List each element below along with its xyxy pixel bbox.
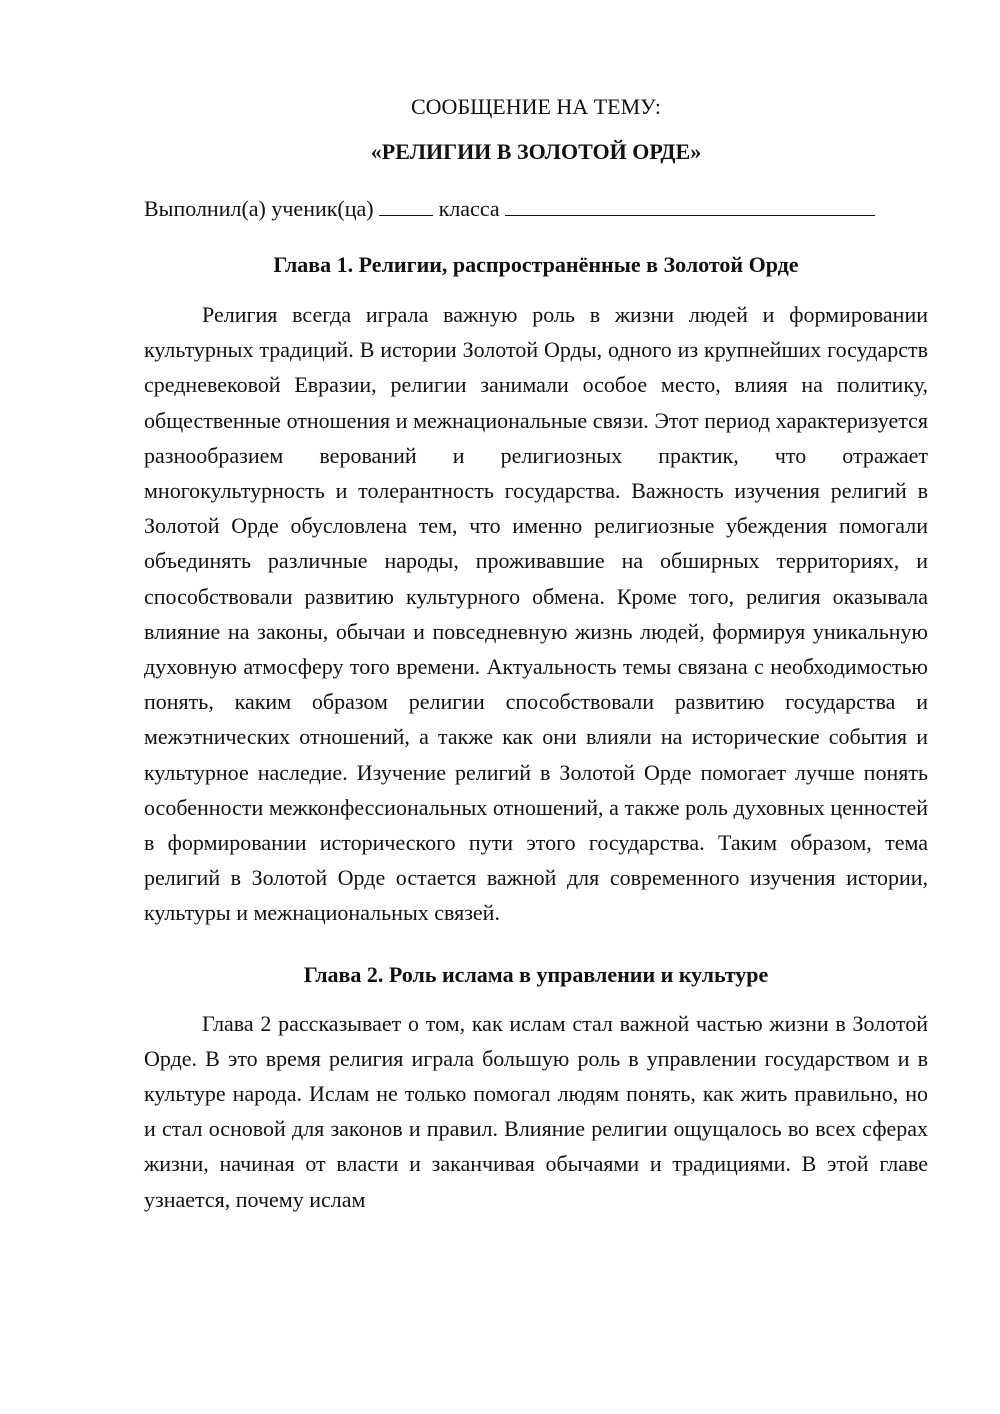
chapter-2-paragraph: Глава 2 рассказывает о том, как ислам стал важной частью жизни в Золотой Орде. В это время религия играла большую роль в управлении государством и в культуре народа. Ислам не только помогал людям понять, как жить правильно, но и стал основой для законов и правил. Влияние религии ощущалось во всех сферах жизни, начиная от власти и заканчивая обычаями и традициями. В этой главе узнается, почему ислам xyxy=(144,1010,928,1212)
performer-line xyxy=(144,196,928,222)
chapter-1-heading: Глава 1. Религии, распространённые в Золотой Орде xyxy=(273,252,799,277)
document-page xyxy=(144,88,928,1217)
document-title-line-1: СООБЩЕНИЕ НА ТЕМУ: xyxy=(411,94,661,119)
chapter-2-heading: Глава 2. Роль ислама в управлении и культуре xyxy=(303,961,769,987)
grade-blank-field xyxy=(379,197,433,216)
class-blank-field xyxy=(505,197,875,216)
class-label: класса xyxy=(438,196,500,221)
chapter-1-paragraph: Религия всегда играла важную роль в жизни людей и формировании культурных традиций. В истории Золотой Орды, одного из крупнейших государств средневековой Евразии, религии занимали особое место, влияя на политику, общественные отношения и межнациональные связи. Этот период характеризуется разнообразием верований и религиозных практик, что отражает многокультурность и толерантность государства. Важность изучения религий в Золотой Орде обусловлена тем, что именно религиозные убеждения помогали объединять различные народы, проживавшие на обширных территориях, и способствовали развитию культурного обмена. Кроме того, религия оказывала влияние на законы, обычаи и повседневную жизнь людей, формируя уникальную духовную атмосферу того времени. Актуальность темы связана с необходимостью понять, каким образом религии способствовали развитию государства и межэтнических отношений, а также как они влияли на исторические события и культурное наследие. Изучение религий в Золотой Орде помогает лучше понять особенности межконфессиональных отношений, а также роль духовных ценностей в формировании исторического пути этого государства. Таким образом, тема религий в Золотой Орде остается важной для современного изучения истории, культуры и межнациональных связей. xyxy=(144,302,928,926)
document-title-topic: «РЕЛИГИИ В ЗОЛОТОЙ ОРДЕ» xyxy=(370,139,702,164)
performer-label: Выполнил(а) ученик(ца) xyxy=(144,196,374,221)
